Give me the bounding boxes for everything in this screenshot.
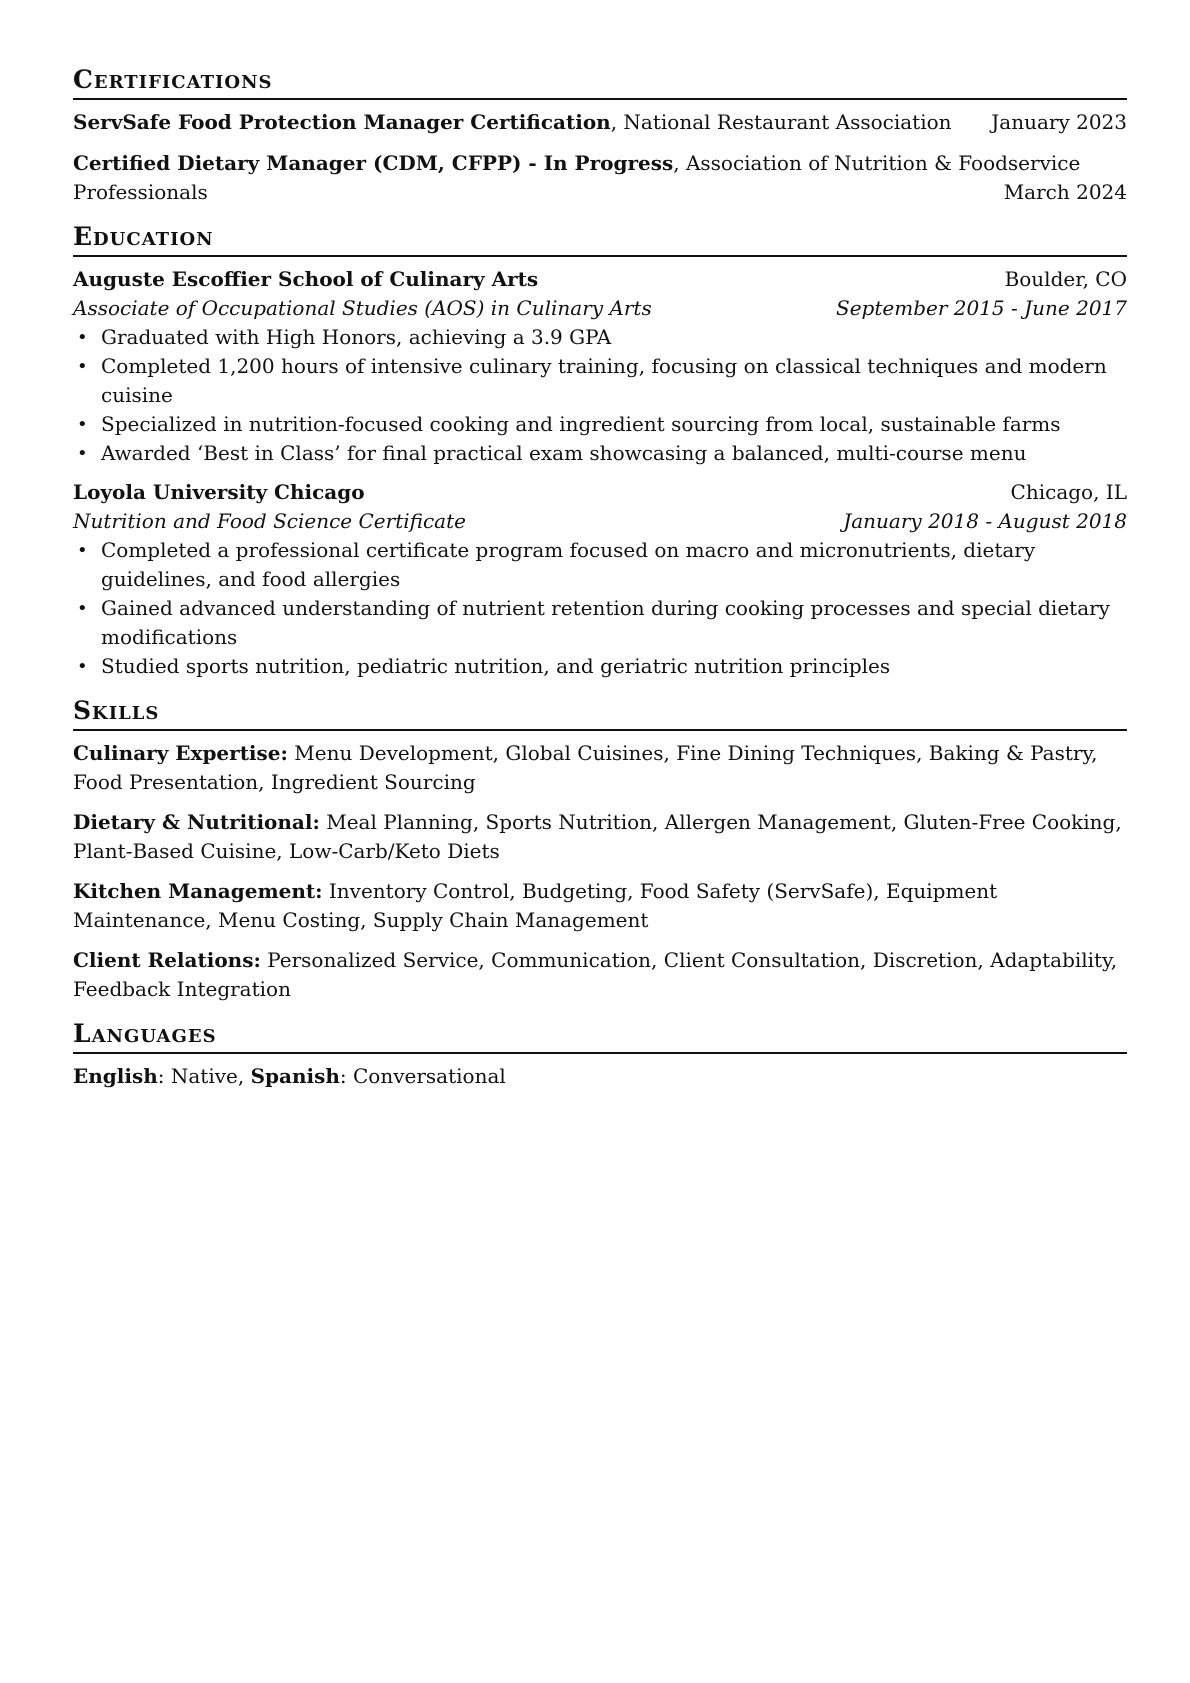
degree-dates: September 2015 - June 2017 (836, 296, 1127, 320)
section-title-certifications: Certifications (73, 64, 1127, 100)
cert-name: Certified Dietary Manager (CDM, CFPP) - In Progress (73, 151, 674, 175)
skill-label: Client Relations: (73, 948, 261, 972)
cert-org: , National Restaurant Association (610, 110, 952, 134)
skills-section (73, 695, 1127, 1004)
skill-item (73, 877, 1127, 935)
skill-value: Inventory Control, Budgeting, Food Safety (ServSafe), Equipment Maintenance, Menu Costing, Supply Chain Management (73, 879, 998, 932)
bullet-item: • Specialized in nutrition-focused cooking and ingredient sourcing from local, sustainable farms (73, 410, 1127, 439)
section-title-skills: Skills (73, 695, 1127, 731)
cert-org-continued: Professionals (73, 180, 208, 204)
languages-line (73, 1062, 1127, 1091)
skill-item (73, 808, 1127, 866)
language-level: : Conversational (339, 1064, 506, 1088)
degree-name: Nutrition and Food Science Certificate (73, 509, 466, 533)
cert-date: March 2024 (1003, 180, 1127, 204)
bullet-item: • Studied sports nutrition, pediatric nutrition, and geriatric nutrition principles (73, 652, 1127, 681)
cert-date: January 2023 (991, 110, 1127, 134)
languages-section (73, 1018, 1127, 1091)
language-level: : Native, (157, 1064, 251, 1088)
school-name: Auguste Escoffier School of Culinary Arts (73, 267, 539, 291)
skill-label: Kitchen Management: (73, 879, 323, 903)
skill-label: Dietary & Nutritional: (73, 810, 320, 834)
skill-label: Culinary Expertise: (73, 741, 288, 765)
education-bullets (73, 323, 1127, 468)
degree-name: Associate of Occupational Studies (AOS) in Culinary Arts (73, 296, 652, 320)
language-name: English (73, 1064, 158, 1088)
resume-page (73, 64, 1127, 1105)
education-item (73, 265, 1127, 468)
degree-dates: January 2018 - August 2018 (843, 509, 1127, 533)
cert-item (73, 108, 1127, 137)
language-name: Spanish (250, 1064, 340, 1088)
cert-text (73, 149, 1127, 178)
section-title-education: Education (73, 221, 1127, 257)
skill-item (73, 946, 1127, 1004)
cert-item (73, 149, 1127, 207)
bullet-item: • Completed a professional certificate program focused on macro and micronutrients, dietary guidelines, and food allergies (73, 536, 1127, 594)
bullet-item: • Completed 1,200 hours of intensive culinary training, focusing on classical techniques and modern cuisine (73, 352, 1127, 410)
bullet-item: • Graduated with High Honors, achieving a 3.9 GPA (73, 323, 1127, 352)
education-item (73, 478, 1127, 681)
section-title-languages: Languages (73, 1018, 1127, 1054)
bullet-item: • Gained advanced understanding of nutrient retention during cooking processes and special dietary modifications (73, 594, 1127, 652)
skill-value: Personalized Service, Communication, Client Consultation, Discretion, Adaptability, Feedback Integration (73, 948, 1118, 1001)
education-bullets (73, 536, 1127, 681)
cert-name: ServSafe Food Protection Manager Certification (73, 110, 611, 134)
cert-org: , Association of Nutrition & Foodservice (673, 151, 1081, 175)
bullet-item: • Awarded ‘Best in Class’ for final practical exam showcasing a balanced, multi-course menu (73, 439, 1127, 468)
skill-value: Meal Planning, Sports Nutrition, Allergen Management, Gluten-Free Cooking, Plant-Based Cuisine, Low-Carb/Keto Diets (73, 810, 1122, 863)
school-location: Boulder, CO (1004, 267, 1127, 291)
education-section (73, 221, 1127, 681)
skill-value: Menu Development, Global Cuisines, Fine Dining Techniques, Baking & Pastry, Food Presentation, Ingredient Sourcing (73, 741, 1098, 794)
certifications-section (73, 64, 1127, 207)
cert-text (73, 108, 952, 137)
skill-item (73, 739, 1127, 797)
school-location: Chicago, IL (1010, 480, 1127, 504)
school-name: Loyola University Chicago (73, 480, 365, 504)
